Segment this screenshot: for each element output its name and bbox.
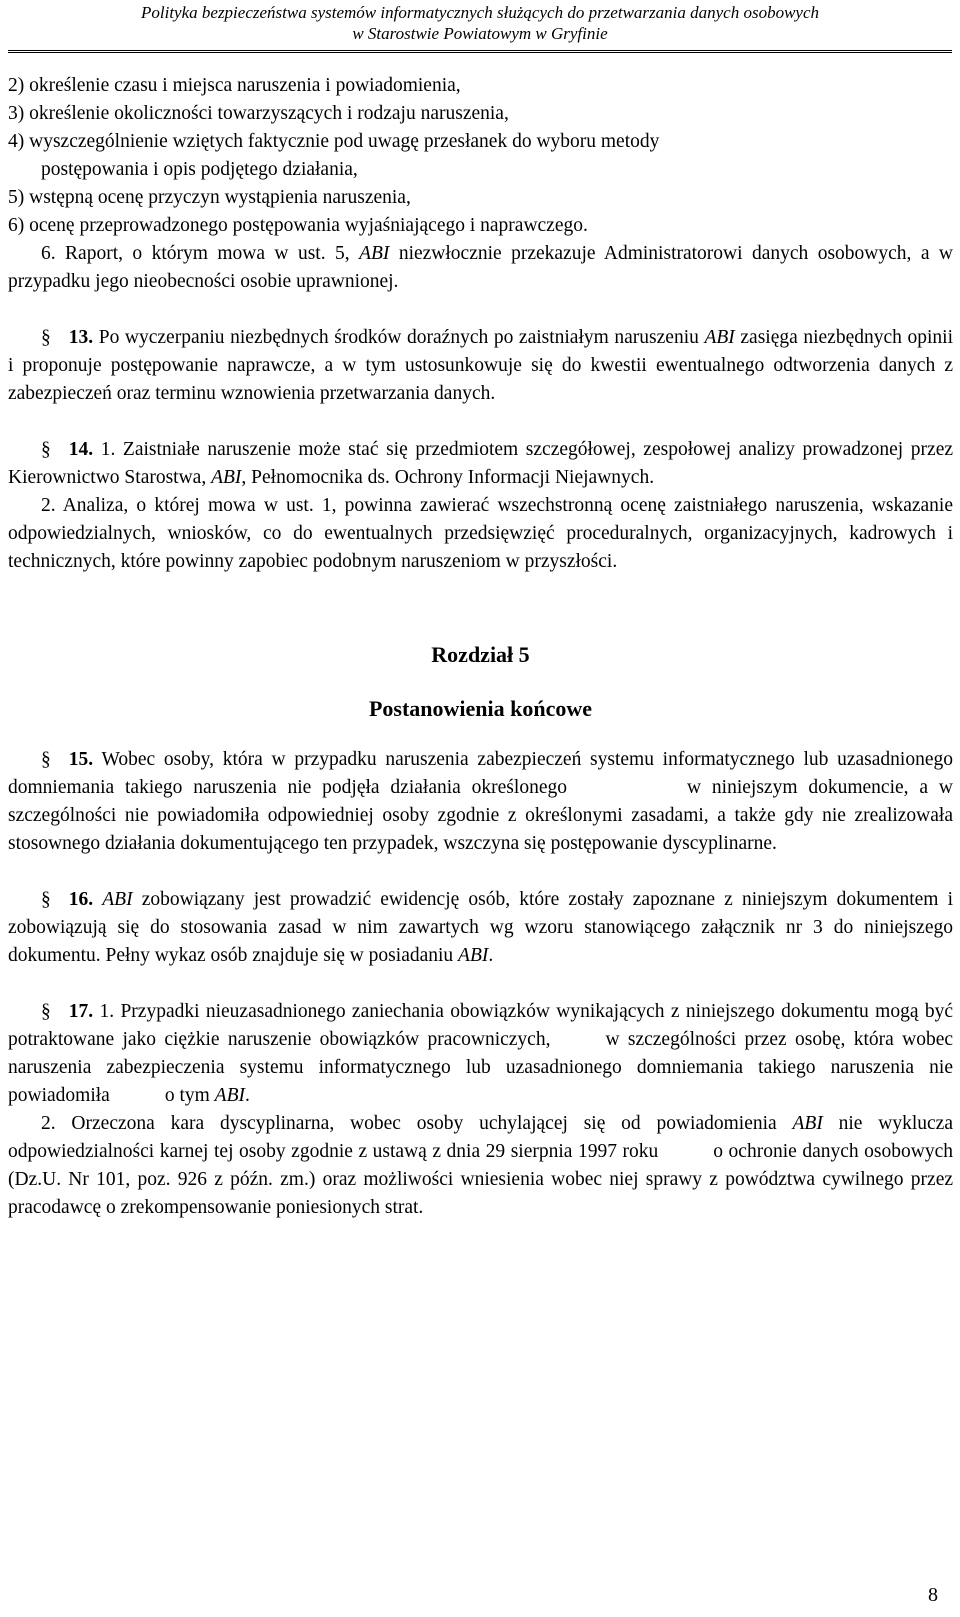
paragraph-6 (8, 240, 953, 296)
page-number: 8 (928, 1584, 938, 1606)
p6-abi: ABI (359, 243, 390, 264)
section-17 (8, 998, 953, 1110)
section-symbol: § (41, 889, 51, 910)
section-14-paragraph-2: 2. Analiza, o której mowa w ust. 1, powinna zawierać wszechstronną ocenę zaistniałego naruszenia, wskazanie odpowiedzialnych, wniosków, co do ewentualnych przedsięwzięć proceduralnych, organizacyjnych, kadrowych i technicznych, które powinny zapobiec podobnym naruszeniom w przyszłości. (8, 495, 953, 572)
list-item-3: 3) określenie okoliczności towarzyszących i rodzaju naruszenia, (8, 103, 509, 124)
s17-text-2: w szczególności przez osobę, która wobec naruszenia zabezpieczenia systemu informatycznego lub uzasadnionego domniemania takiego naruszenia nie powiadomiła (8, 1029, 953, 1106)
chapter-title: Rozdział 5 (431, 642, 530, 667)
s16-text-2: . (488, 945, 494, 966)
section-symbol: § (41, 439, 51, 460)
section-13 (8, 324, 953, 408)
s17-text-4: . (245, 1085, 250, 1106)
section-symbol: § (41, 749, 51, 770)
header-title-line1: Polityka bezpieczeństwa systemów informatycznych służących do przetwarzania danych osobowych (141, 3, 819, 22)
s17-p2-abi: ABI (792, 1113, 823, 1134)
section-16 (8, 886, 953, 970)
s16-text-1: zobowiązany jest prowadzić ewidencję osób, które zostały zapoznane z niniejszym dokumentem i zobowiązują się do stosowania zasad w nim zawartych wg wzoru stanowiącego załącznik nr 3 do niniejszego dokumentu. Pełny wykaz osób znajduje się w posiadaniu (8, 889, 953, 966)
header-rule (8, 50, 952, 53)
section-symbol: § (41, 1001, 51, 1022)
section-symbol: § (41, 327, 51, 348)
s17-text-1: 1. Przypadki nieuzasadnionego zaniechania obowiązków wynikających z niniejszego dokumentu mogą być potraktowane jako ciężkie naruszenie obowiązków pracowniczych, (8, 1001, 953, 1050)
header-title-line2: w Starostwie Powiatowym w Gryfinie (352, 24, 608, 43)
s15-text-1: Wobec osoby, która w przypadku naruszenia zabezpieczeń systemu informatycznego lub uzasadnionego domniemania takiego naruszenia nie podjęła działania określonego (8, 749, 953, 798)
p6-text-b: niezwłocznie przekazuje Administratorowi danych osobowych, a w przypadku jego nieobecności osobie uprawnionej. (8, 243, 953, 292)
section-17-number: 17. (68, 1001, 94, 1022)
section-15-number: 15. (68, 749, 94, 770)
section-16-number: 16. (68, 889, 94, 910)
s16-abi-1: ABI (102, 889, 133, 910)
list-item-4-text: 4) wyszczególnienie wziętych faktycznie pod uwagę przesłanek do wyboru metody (8, 131, 660, 152)
s17-p2-text-b: nie wyklucza odpowiedzialności karnej tej osoby zgodnie z ustawą z dnia 29 sierpnia 1997 roku (8, 1113, 953, 1162)
p6-text-a: 6. Raport, o którym mowa w ust. 5, (41, 243, 360, 264)
list-item-5: 5) wstępną ocenę przyczyn wystąpienia naruszenia, (8, 187, 411, 208)
section-13-number: 13. (68, 327, 94, 348)
s13-text-1: Po wyczerpaniu niezbędnych środków doraźnych po zaistniałym naruszeniu (93, 327, 705, 348)
s14-text-2: , Pełnomocnika ds. Ochrony Informacji Niejawnych. (241, 467, 655, 488)
s14-text-1: 1. Zaistniałe naruszenie może stać się przedmiotem szczegółowej, zespołowej analizy prowadzonej przez Kierownictwo Starostwa, (8, 439, 953, 488)
s14-abi: ABI (211, 467, 242, 488)
list-item-2: 2) określenie czasu i miejsca naruszenia i powiadomienia, (8, 75, 461, 96)
chapter-subtitle: Postanowienia końcowe (368, 696, 593, 721)
s17-abi: ABI (214, 1085, 245, 1106)
s17-p2-text-c: o ochronie danych osobowych (Dz.U. Nr 101, poz. 926 z późn. zm.) oraz możliwości wniesienia wobec niej sprawy z powództwa cywilnego przez pracodawcę o zrekompensowanie poniesionych strat. (8, 1141, 954, 1218)
section-14 (8, 436, 953, 492)
list-item-4 (8, 128, 953, 156)
section-17-paragraph-2 (8, 1110, 953, 1222)
s17-p2-text-a: 2. Orzeczona kara dyscyplinarna, wobec osoby uchylającej się od powiadomienia (41, 1113, 793, 1134)
s17-text-3: o tym (164, 1085, 215, 1106)
s16-abi-2: ABI (458, 945, 489, 966)
s15-text-2: w niniejszym dokumencie, a w szczególności nie powiadomiła odpowiedniej osoby zgodnie z określonymi zasadami, a także gdy nie zrealizowała stosownego działania dokumentującego ten przypadek, wszczyna się postępowanie dyscyplinarne. (8, 777, 953, 854)
list-item-6: 6) ocenę przeprowadzonego postępowania wyjaśniającego i naprawczego. (8, 215, 588, 236)
document-body (8, 72, 953, 1222)
s13-abi: ABI (704, 327, 735, 348)
list-item-4-continued: postępowania i opis podjętego działania, (41, 159, 358, 180)
section-15 (8, 746, 953, 858)
page-header (0, 0, 960, 48)
section-14-number: 14. (68, 439, 94, 460)
s13-text-2: zasięga niezbędnych opinii i proponuje postępowanie naprawcze, a w tym ustosunkowuje się do kwestii ewentualnego odtworzenia danych z zabezpieczeń oraz terminu wznowienia przetwarzania danych. (8, 327, 953, 404)
